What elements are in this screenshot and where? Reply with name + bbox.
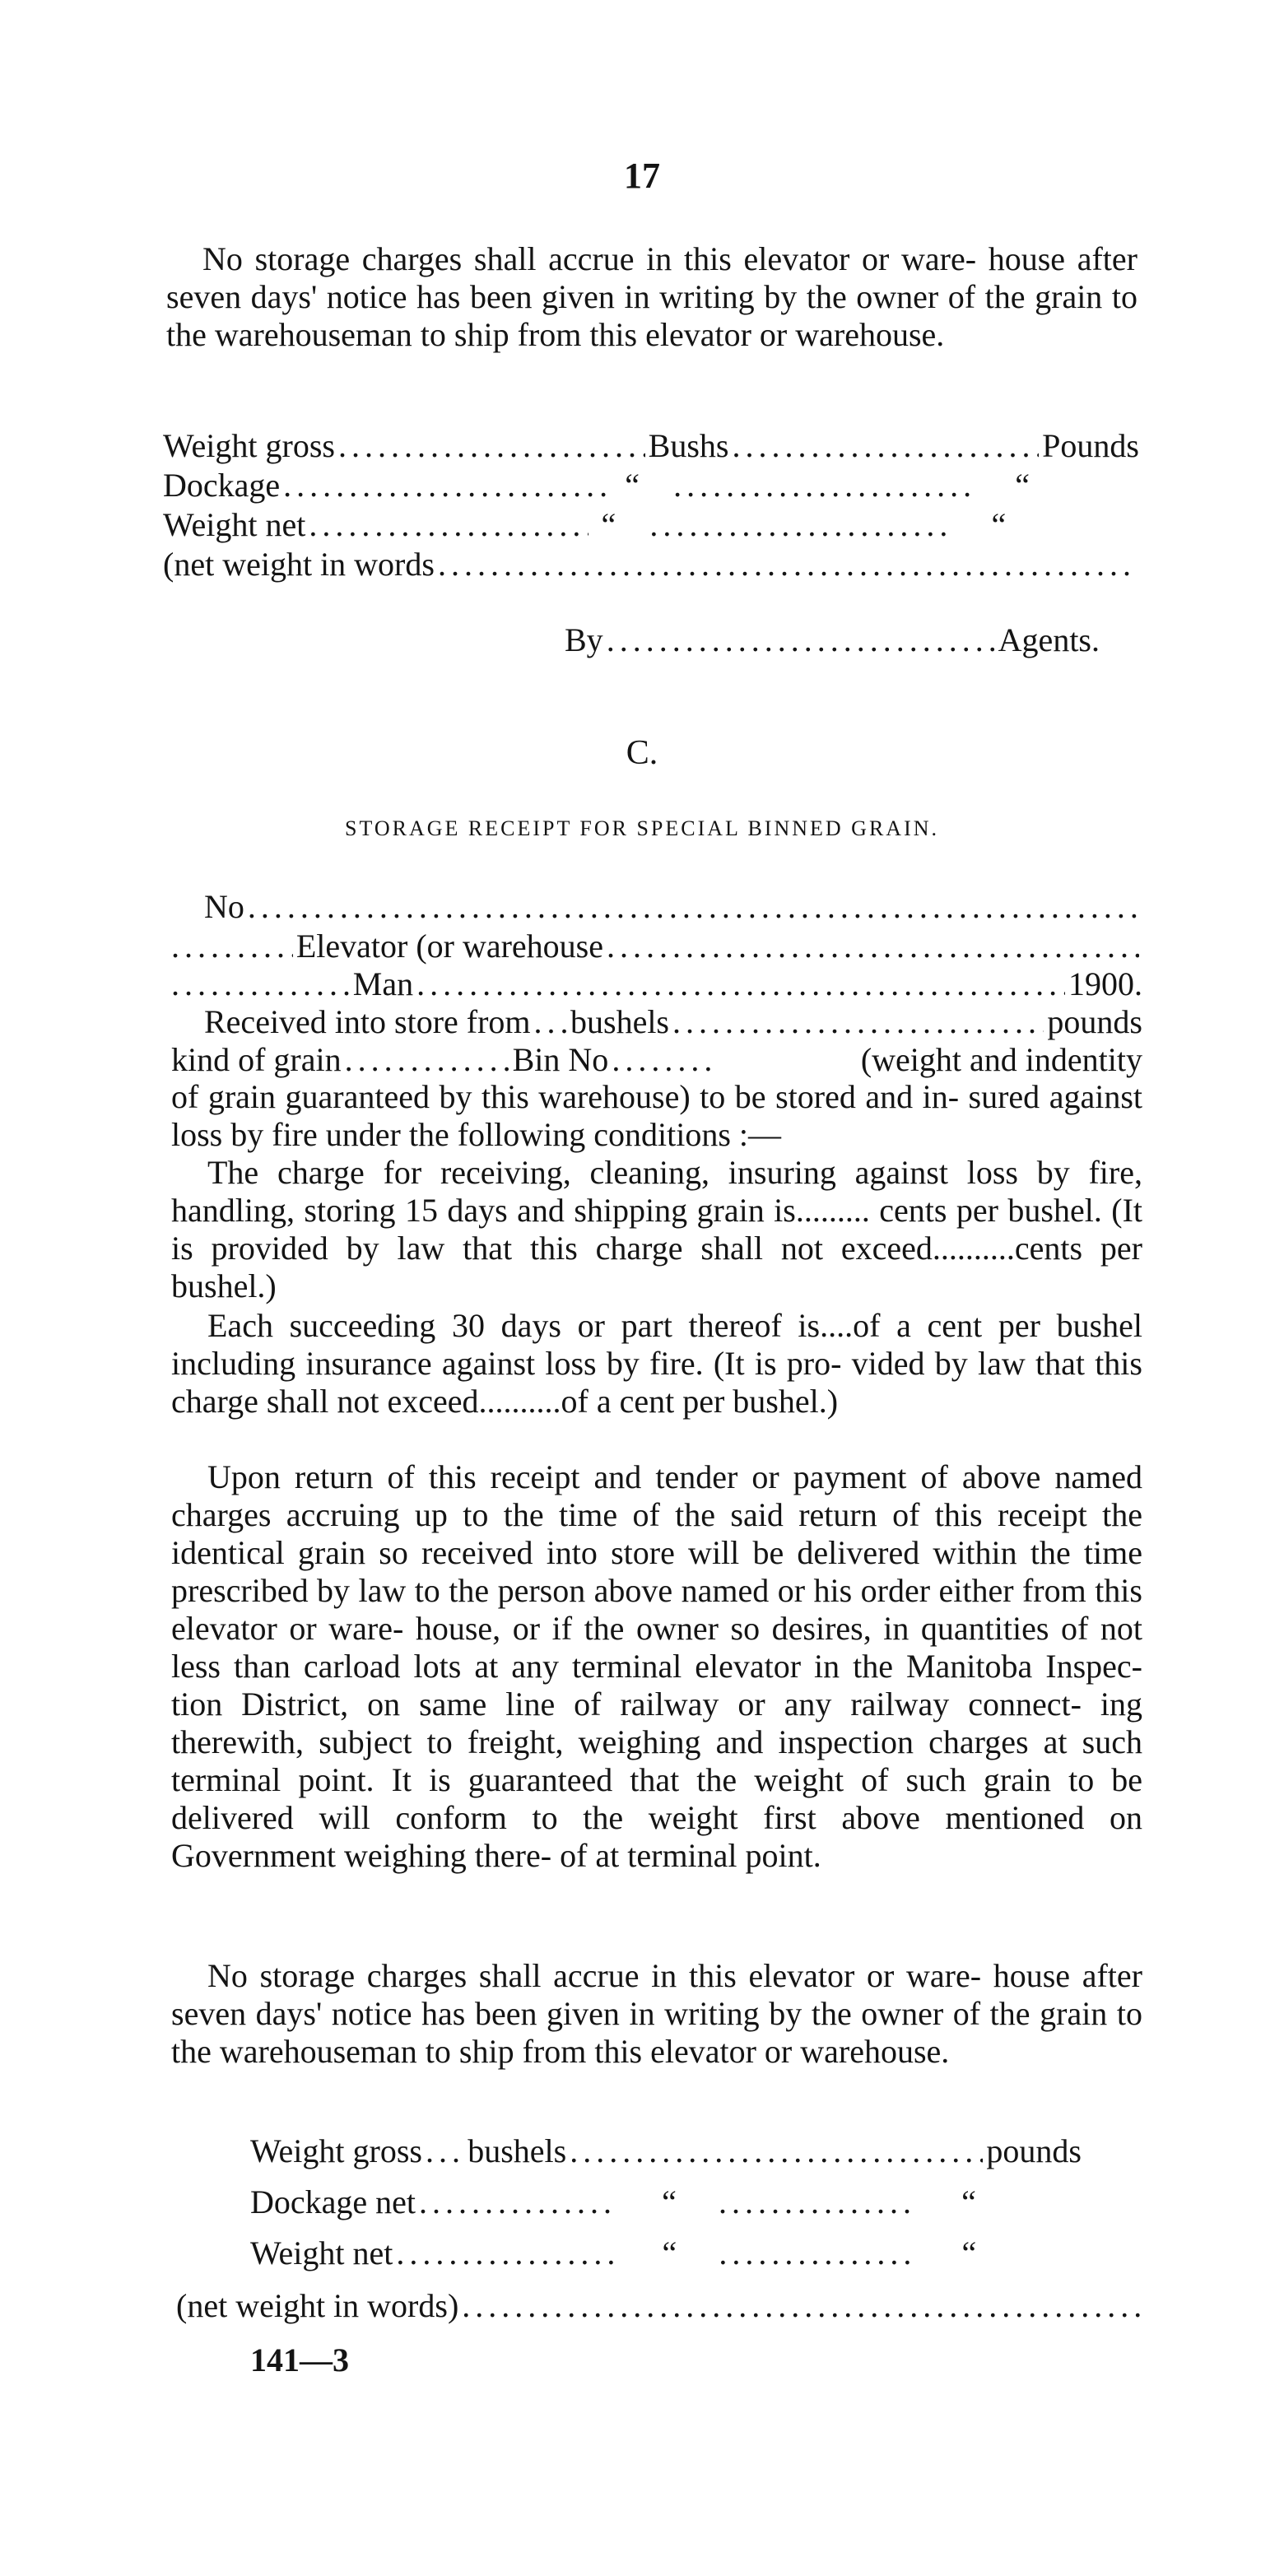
bushels-label: bushels [570, 1003, 669, 1040]
pounds-label: pounds [986, 2132, 1082, 2169]
dot-leader [426, 2132, 464, 2171]
dockage-net-row-c [250, 2183, 1082, 2222]
ditto-mark: “ [961, 2183, 976, 2220]
dot-leader [672, 1002, 1044, 1042]
weight-gross-row-c [250, 2132, 1082, 2171]
dockage-net-label: Dockage net [250, 2183, 416, 2220]
agents-label: Agents. [998, 621, 1100, 658]
ditto-mark: “ [991, 506, 1007, 543]
weight-identity-label: (weight and indentity [860, 1041, 1142, 1078]
ditto-mark: “ [601, 506, 616, 543]
return-paragraph: Upon return of this receipt and tender or payment of above named charges accruing up to the time of the said return of this receipt the identical grain so received into store will be delivered within the time prescribed by law to the person above named or his order either from this elevator or ware- house, or if the owner so desires, in quantities of not less than carload lots at any terminal elevator in the Manitoba Inspec- tion District, on same line of railway or any railway connect- ing therewith, subject to freight, weighing and inspection charges at such terminal point. It is guaranteed that the weight of such grain to be delivered will conform to the weight first above mentioned on Government weighing there- of at terminal point. [171, 1458, 1142, 1874]
received-row [204, 1002, 1142, 1042]
dot-leader [171, 927, 293, 966]
dot-leader [673, 466, 978, 505]
man-label: Man [352, 965, 414, 1002]
dot-leader [438, 545, 1136, 584]
by-label: By [565, 621, 603, 658]
weight-net-label: Weight net [163, 506, 306, 543]
received-label: Received into store from [204, 1003, 531, 1040]
footer-signature: 141—3 [250, 2341, 349, 2378]
ditto-mark: “ [961, 2234, 977, 2271]
elevator-label: Elevator (or warehouse [295, 928, 603, 965]
dot-leader [649, 505, 954, 545]
bin-no-label: Bin No [512, 1041, 609, 1078]
dot-leader [719, 2234, 916, 2273]
weight-net-row-c [250, 2234, 1082, 2273]
dot-leader [612, 1040, 710, 1080]
weight-gross-row-b [163, 426, 1139, 466]
net-weight-words-row-b [163, 545, 1139, 584]
dot-leader [732, 426, 1039, 466]
dot-leader [309, 505, 588, 545]
dot-leader [419, 2183, 616, 2222]
weight-gross-label: Weight gross [163, 427, 335, 464]
dot-leader [345, 1040, 509, 1080]
storage-paragraph-c: No storage charges shall accrue in this elevator or ware- house after seven days' notice has been given in writing by the owner of the grain to the warehouseman to ship from this elevator or warehouse. [171, 1957, 1142, 2070]
net-weight-words-row-c [176, 2286, 1147, 2326]
dot-leader [248, 887, 1139, 927]
net-weight-words-label: (net weight in words) [176, 2287, 459, 2324]
ditto-mark: “ [625, 467, 640, 504]
dot-leader [719, 2183, 916, 2222]
guarantee-paragraph: of grain guaranteed by this warehouse) to be stored and in- sured against loss by fire under the following conditions :— [171, 1078, 1142, 1153]
succeeding-paragraph: Each succeeding 30 days or part thereof is....of a cent per bushel including insurance against loss by fire. (It is pro- vided by law that this charge shall not exceed..........of a cent per bushel.) [171, 1307, 1142, 1420]
storage-paragraph-b: No storage charges shall accrue in this elevator or ware- house after seven days' notice has been given in writing by the owner of the grain to the warehouseman to ship from this elevator or warehouse. [166, 240, 1137, 353]
receipt-number-row [204, 887, 1142, 927]
dockage-label: Dockage [163, 467, 281, 504]
elevator-row [171, 927, 1142, 966]
man-date-row [171, 965, 1142, 1004]
pounds-label: pounds [1047, 1003, 1142, 1040]
dot-leader [534, 1002, 567, 1042]
no-label: No [204, 888, 244, 925]
dot-leader [607, 621, 995, 660]
kind-of-grain-label: kind of grain [171, 1041, 342, 1078]
dot-leader [607, 927, 1139, 966]
pounds-label: Pounds [1042, 427, 1139, 464]
weight-net-row-b [163, 505, 1139, 545]
dot-leader [171, 965, 350, 1004]
page-number: 17 [624, 156, 660, 196]
dockage-row-b [163, 466, 1139, 505]
section-letter: C. [626, 734, 658, 772]
charge-paragraph: The charge for receiving, cleaning, insuring against loss by fire, handling, storing 15 days and shipping grain is......... cents per bushel. (It is provided by law that this charge shall not exceed..........cents per bushel.) [171, 1154, 1142, 1304]
section-heading: STORAGE RECEIPT FOR SPECIAL BINNED GRAIN. [344, 816, 939, 840]
bushels-label: bushels [468, 2132, 567, 2169]
year-label: 1900. [1068, 965, 1142, 1002]
ditto-mark: “ [1015, 467, 1030, 504]
ditto-mark: “ [662, 2234, 677, 2271]
weight-gross-label: Weight gross [250, 2132, 422, 2169]
net-weight-words-label: (net weight in words [163, 546, 435, 583]
by-agents-row [565, 621, 1100, 660]
dot-leader [570, 2132, 983, 2171]
dot-leader [416, 965, 1065, 1004]
dot-leader [283, 466, 612, 505]
bushs-label: Bushs [648, 427, 729, 464]
dot-leader [338, 426, 645, 466]
dot-leader [396, 2234, 616, 2273]
kind-bin-row [171, 1040, 1142, 1080]
weight-net-label: Weight net [250, 2234, 393, 2271]
ditto-mark: “ [662, 2183, 677, 2220]
dot-leader [462, 2286, 1144, 2326]
